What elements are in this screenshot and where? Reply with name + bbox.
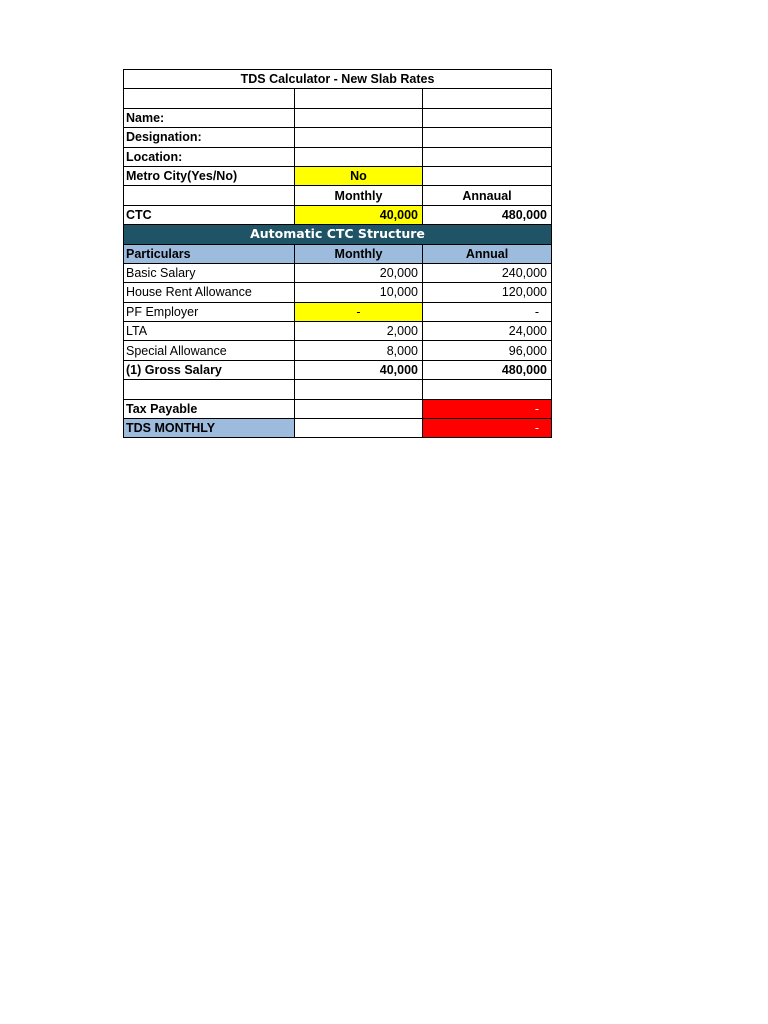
monthly-header: Monthly [295, 244, 423, 263]
row-annual: 96,000 [423, 341, 552, 360]
table-row [124, 302, 552, 321]
table-row [124, 322, 552, 341]
ctc-annual-value: 480,000 [423, 205, 552, 224]
cell[interactable] [423, 89, 552, 108]
location-row [124, 147, 552, 166]
gross-salary-row [124, 360, 552, 379]
tds-monthly-value: - [423, 419, 552, 438]
location-input-cell[interactable] [295, 147, 423, 166]
cell[interactable] [423, 108, 552, 127]
row-label: PF Employer [124, 302, 295, 321]
ctc-row [124, 205, 552, 224]
tax-payable-row [124, 399, 552, 418]
row-monthly: 20,000 [295, 263, 423, 282]
designation-label: Designation: [124, 128, 295, 147]
tax-payable-label: Tax Payable [124, 399, 295, 418]
cell[interactable] [295, 380, 423, 399]
row-label: Basic Salary [124, 263, 295, 282]
cell[interactable] [423, 128, 552, 147]
gross-monthly: 40,000 [295, 360, 423, 379]
designation-input-cell[interactable] [295, 128, 423, 147]
ctc-annual-header: Annaual [423, 186, 552, 205]
designation-row [124, 128, 552, 147]
pf-employer-input[interactable]: - [295, 302, 423, 321]
ctc-monthly-header: Monthly [295, 186, 423, 205]
name-label: Name: [124, 108, 295, 127]
blank-row [124, 89, 552, 108]
table-row [124, 283, 552, 302]
location-label: Location: [124, 147, 295, 166]
cell[interactable] [423, 166, 552, 185]
row-monthly: 10,000 [295, 283, 423, 302]
table-row [124, 263, 552, 282]
structure-title: Automatic CTC Structure [124, 225, 552, 244]
row-monthly: 2,000 [295, 322, 423, 341]
structure-header-row [124, 244, 552, 263]
cell[interactable] [423, 147, 552, 166]
cell[interactable] [423, 380, 552, 399]
cell[interactable] [295, 419, 423, 438]
row-label: House Rent Allowance [124, 283, 295, 302]
metro-row [124, 166, 552, 185]
row-annual: 24,000 [423, 322, 552, 341]
structure-title-row [124, 225, 552, 244]
metro-value-cell[interactable]: No [295, 166, 423, 185]
gross-annual: 480,000 [423, 360, 552, 379]
cell[interactable] [124, 380, 295, 399]
row-monthly: 8,000 [295, 341, 423, 360]
sheet-title: TDS Calculator - New Slab Rates [124, 70, 552, 89]
row-annual: - [423, 302, 552, 321]
row-label: Special Allowance [124, 341, 295, 360]
row-label: LTA [124, 322, 295, 341]
ctc-header-row [124, 186, 552, 205]
row-annual: 120,000 [423, 283, 552, 302]
particulars-header: Particulars [124, 244, 295, 263]
annual-header: Annual [423, 244, 552, 263]
ctc-label: CTC [124, 205, 295, 224]
name-input-cell[interactable] [295, 108, 423, 127]
title-row [124, 70, 552, 89]
blank-row [124, 380, 552, 399]
cell[interactable] [124, 89, 295, 108]
cell[interactable] [124, 186, 295, 205]
tds-monthly-row [124, 419, 552, 438]
ctc-monthly-input[interactable]: 40,000 [295, 205, 423, 224]
cell[interactable] [295, 399, 423, 418]
table-row [124, 341, 552, 360]
metro-label: Metro City(Yes/No) [124, 166, 295, 185]
name-row [124, 108, 552, 127]
tds-monthly-label: TDS MONTHLY [124, 419, 295, 438]
tax-payable-value: - [423, 399, 552, 418]
tds-calculator-sheet [123, 69, 552, 438]
row-annual: 240,000 [423, 263, 552, 282]
gross-salary-label: (1) Gross Salary [124, 360, 295, 379]
cell[interactable] [295, 89, 423, 108]
